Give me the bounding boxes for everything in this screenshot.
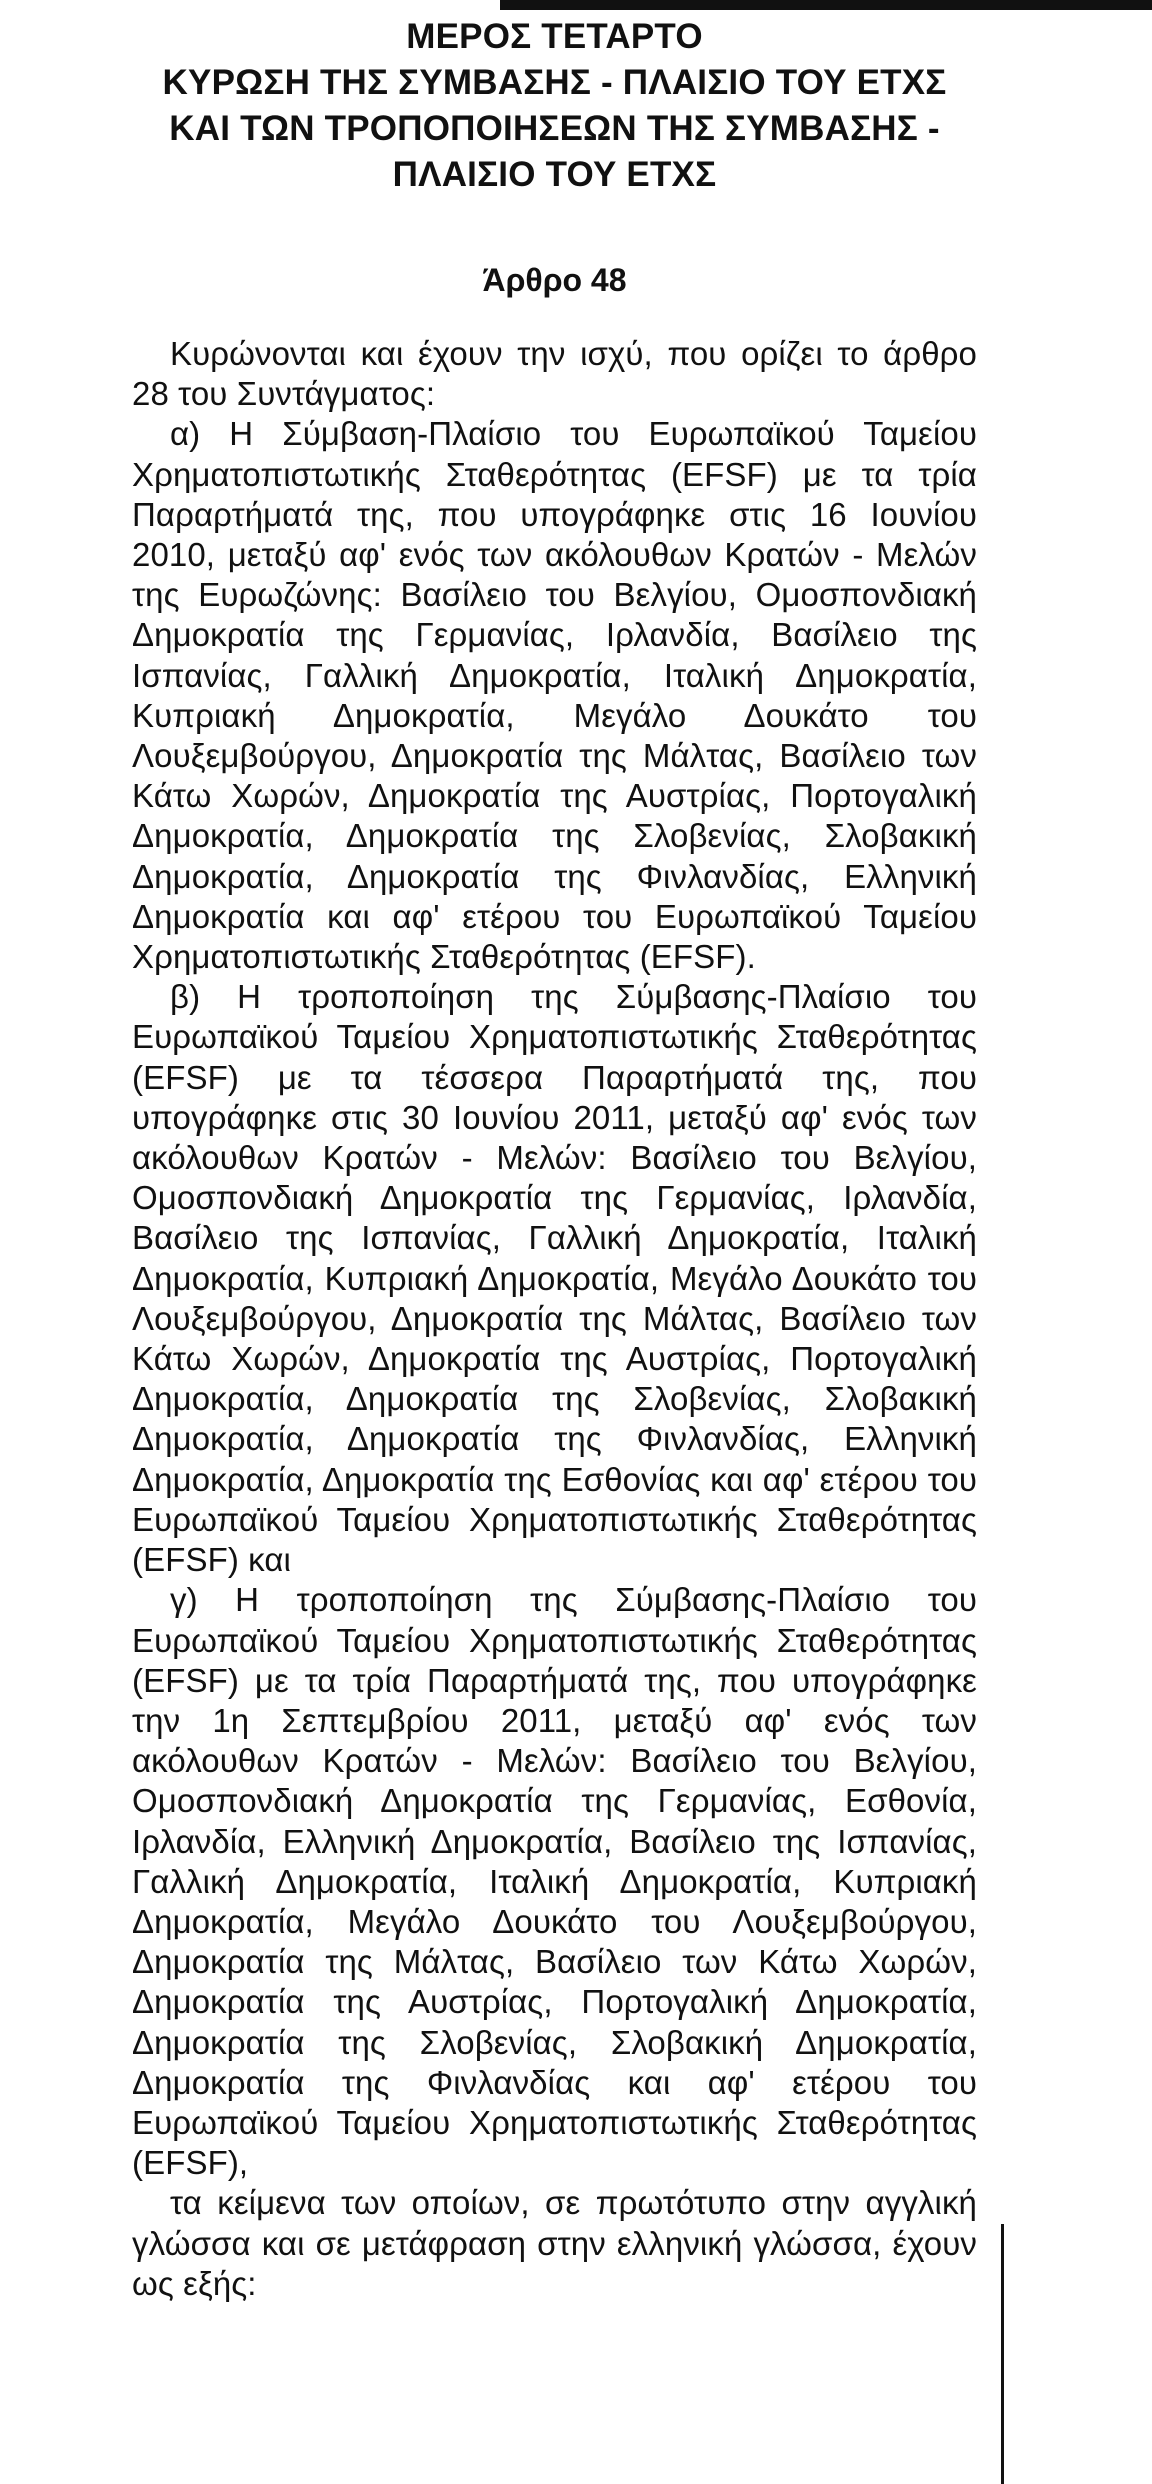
part-title-line-4: ΠΛΑΙΣΙΟ ΤΟΥ ΕΤΧΣ — [392, 155, 717, 194]
article-intro: Κυρώνονται και έχουν την ισχύ, που ορίζει το άρθρο 28 του Συντάγματος: — [132, 335, 977, 413]
part-title-line-2: ΚΥΡΩΣΗ ΤΗΣ ΣΥΜΒΑΣΗΣ - ΠΛΑΙΣΙΟ ΤΟΥ ΕΤΧΣ — [162, 63, 947, 102]
part-title-line-3: ΚΑΙ ΤΩΝ ΤΡΟΠΟΠΟΙΗΣΕΩΝ ΤΗΣ ΣΥΜΒΑΣΗΣ - — [169, 109, 940, 148]
article-item-c: γ) Η τροποποίηση της Σύμβασης-Πλαίσιο του Ευρωπαϊκού Ταμείου Χρηματοπιστωτικής Σταθερότητας (EFSF) με τα τρία Παραρτήματά της, που υπογράφηκε την 1η Σεπτεμβρίου 2011, μεταξύ αφ' ενός των ακόλουθων Κρατών - Μελών: Βασίλειο του Βελγίου, Ομοσπονδιακή Δημοκρατία της Γερμανίας, Εσθονία, Ιρλανδία, Ελληνική Δημοκρατία, Βασίλειο της Ισπανίας, Γαλλική Δημοκρατία, Ιταλική Δημοκρατία, Κυπριακή Δημοκρατία, Μεγάλο Δουκάτο του Λουξεμβούργου, Δημοκρατία της Μάλτας, Βασίλειο των Κάτω Χωρών, Δημοκρατία της Αυστρίας, Πορτογαλική Δημοκρατία, Δημοκρατία της Σλοβενίας, Σλοβακική Δημοκρατία, Δημοκρατία της Φινλανδίας και αφ' ετέρου του Ευρωπαϊκού Ταμείου Χρηματοπιστωτικής Σταθερότητας (EFSF), — [132, 1581, 977, 2182]
article-heading: Άρθρο 48 — [482, 262, 627, 298]
part-title-line-1: ΜΕΡΟΣ ΤΕΤΑΡΤΟ — [406, 17, 703, 56]
document-page — [132, 14, 977, 2304]
part-title — [132, 14, 977, 198]
top-rule — [500, 0, 1152, 10]
article-item-b: β) Η τροποποίηση της Σύμβασης-Πλαίσιο του Ευρωπαϊκού Ταμείου Χρηματοπιστωτικής Σταθερότητας (EFSF) με τα τέσσερα Παραρτήματά της, που υπογράφηκε στις 30 Ιουνίου 2011, μεταξύ αφ' ενός των ακόλουθων Κρατών - Μελών: Βασίλειο του Βελγίου, Ομοσπονδιακή Δημοκρατία της Γερμανίας, Ιρλανδία, Βασίλειο της Ισπανίας, Γαλλική Δημοκρατία, Ιταλική Δημοκρατία, Κυπριακή Δημοκρατία, Μεγάλο Δουκάτο του Λουξεμβούργου, Δημοκρατία της Μάλτας, Βασίλειο των Κάτω Χωρών, Δημοκρατία της Αυστρίας, Πορτογαλική Δημοκρατία, Δημοκρατία της Σλοβενίας, Σλοβακική Δημοκρατία, Δημοκρατία της Φινλανδίας, Ελληνική Δημοκρατία, Δημοκρατία της Εσθονίας και αφ' ετέρου του Ευρωπαϊκού Ταμείου Χρηματοπιστωτικής Σταθερότητας (EFSF) και — [132, 978, 977, 1579]
article-item-a: α) Η Σύμβαση-Πλαίσιο του Ευρωπαϊκού Ταμείου Χρηματοπιστωτικής Σταθερότητας (EFSF) με τα τρία Παραρτήματά της, που υπογράφηκε στις 16 Ιουνίου 2010, μεταξύ αφ' ενός των ακόλουθων Κρατών - Μελών της Ευρωζώνης: Βασίλειο του Βελγίου, Ομοσπονδιακή Δημοκρατία της Γερμανίας, Ιρλανδία, Βασίλειο της Ισπανίας, Γαλλική Δημοκρατία, Ιταλική Δημοκρατία, Κυπριακή Δημοκρατία, Μεγάλο Δουκάτο του Λουξεμβούργου, Δημοκρατία της Μάλτας, Βασίλειο των Κάτω Χωρών, Δημοκρατία της Αυστρίας, Πορτογαλική Δημοκρατία, Δημοκρατία της Σλοβενίας, Σλοβακική Δημοκρατία, Δημοκρατία της Φινλανδίας, Ελληνική Δημοκρατία και αφ' ετέρου του Ευρωπαϊκού Ταμείου Χρηματοπιστωτικής Σταθερότητας (EFSF). — [132, 415, 977, 976]
side-rule — [1001, 2224, 1004, 2484]
article-closing: τα κείμενα των οποίων, σε πρωτότυπο στην αγγλική γλώσσα και σε μετάφραση στην ελληνική γλώσσα, έχουν ως εξής: — [132, 2184, 977, 2302]
